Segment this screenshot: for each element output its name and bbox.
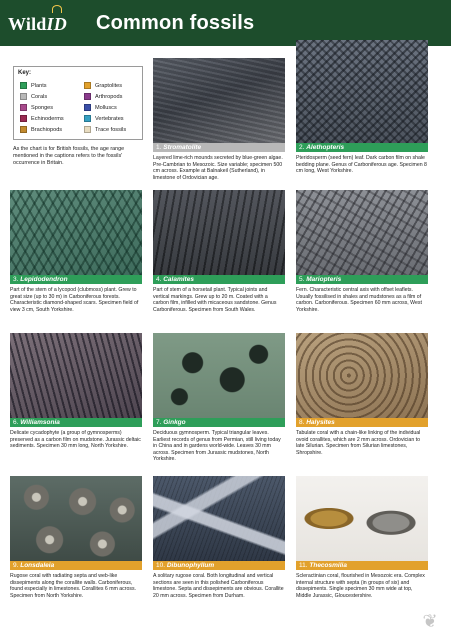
fossil-name: Mariopteris	[306, 276, 342, 283]
fossil-description: Pteridosperm (seed fern) leaf. Dark carbon film on shale bedding plane. Genus of Carboniferous age. Specimen 8 cm long, West Yorkshire.	[296, 155, 427, 175]
fossil-name: Lonsdaleia	[20, 562, 55, 569]
fossil-number: 4.	[156, 276, 162, 283]
fossil-card-calamites	[153, 190, 285, 313]
calamites-photo	[153, 190, 285, 275]
fossil-label-bar	[296, 275, 428, 284]
fossil-card-lonsdaleia	[10, 476, 142, 599]
fossil-number: 10.	[156, 562, 166, 569]
key-title: Key:	[18, 70, 32, 76]
fossil-label-bar	[296, 143, 428, 152]
key-item-label: Trace fossils	[95, 126, 127, 133]
fossil-number: 9.	[13, 562, 19, 569]
logo-text-wild: Wild	[8, 14, 47, 34]
vertebrates-swatch-icon	[84, 115, 91, 122]
williamsonia-photo	[10, 333, 142, 418]
fossil-description: Delicate cycadophyte (a group of gymnosperms) preserved as a carbon film on mudstone. Jurassic deltaic sediments. Specimen 30 mm long, North Yorkshire.	[10, 430, 141, 450]
fossil-number: 2.	[299, 144, 305, 151]
fossil-card-halysites	[296, 333, 428, 456]
fossil-description: Tabulate coral with a chain-like linking of the individual ovoid corallites, which are 2 mm across. Ordovician to late Silurian. Specimen from Silurian limestones, Shropshire.	[296, 430, 421, 456]
fossil-card-lepidodendron	[10, 190, 142, 313]
fossil-name: Thecosmilia	[309, 562, 347, 569]
ginkgo-photo	[153, 333, 285, 418]
logo-text-id: ID	[46, 14, 67, 34]
echinoderms-swatch-icon	[20, 115, 27, 122]
logo-eye-icon	[52, 5, 62, 13]
fossil-description: Layered lime-rich mounds secreted by blue-green algae. Pre-Cambrian to Mesozoic. Size variable; specimen 500 cm across. Example at Balnakeil (Sutherland), in limestone of Ordovician age.	[153, 155, 283, 181]
leaf-emblem-icon: ❦	[422, 611, 438, 631]
key-item-label: Graptolites	[95, 82, 123, 89]
fossil-name: Stromatolite	[163, 144, 202, 151]
fossil-description: Part of stem of a horsetail plant. Typical joints and vertical markings. Grew up to 20 m. Coated with a carbon film, infilled with micaceous sandstone. Genus Carboniferous. Specimen from South Wales.	[153, 287, 277, 313]
fossil-label-bar	[153, 143, 285, 152]
molluscs-swatch-icon	[84, 104, 91, 111]
fossil-name: Williamsonia	[20, 419, 60, 426]
alethopteris-photo	[296, 40, 428, 143]
fossil-card-alethopteris	[296, 40, 428, 175]
fossil-description: A solitary rugose coral. Both longitudinal and vertical sections are seen in this polished Carboniferous limestone. Septa and dissepiments are obvious. Corallite 20 mm across. Specimen from Durham.	[153, 573, 284, 599]
plants-swatch-icon	[20, 82, 27, 89]
fossil-label-bar	[153, 275, 285, 284]
fossil-name: Ginkgo	[163, 419, 186, 426]
mariopteris-photo	[296, 190, 428, 275]
lepidodendron-photo	[10, 190, 142, 275]
stromatolite-photo	[153, 58, 285, 143]
fossil-label-bar	[296, 561, 428, 570]
corals-swatch-icon	[20, 93, 27, 100]
key-note: As the chart is for British fossils, the age range mentioned in the captions refers to the fossils' occurrence in Britain.	[13, 146, 125, 166]
brachiopods-swatch-icon	[20, 126, 27, 133]
fossil-label-bar	[10, 275, 142, 284]
key-item-molluscs	[84, 104, 117, 111]
fossil-card-thecosmilia	[296, 476, 428, 599]
key-item-label: Vertebrates	[95, 115, 124, 122]
fossil-number: 8.	[299, 419, 305, 426]
key-item-corals	[20, 93, 47, 100]
key-item-label: Sponges	[31, 104, 54, 111]
fossil-label-bar	[10, 418, 142, 427]
key-item-vertebrates	[84, 115, 124, 122]
fossil-name: Calamites	[163, 276, 194, 283]
fossil-number: 11.	[299, 562, 308, 569]
fossil-description: Rugose coral with radiating septa and web-like dissepiments along the corallite walls. Carboniferous, found especially in limestones. Corallites 6 mm across. Specimen from North Yorkshire.	[10, 573, 136, 599]
fossil-description: Fern. Characteristic central axis with offset leaflets. Usually fossilised in shales and mudstones as a film of carbon. Carboniferous. Specimen 60 mm across, West Yorkshire.	[296, 287, 422, 313]
fossil-card-williamsonia	[10, 333, 142, 450]
fossil-name: Dibunophyllum	[166, 562, 215, 569]
fossil-name: Lepidodendron	[20, 276, 68, 283]
lonsdaleia-photo	[10, 476, 142, 561]
fossil-description: Scleractinian coral, flourished in Mesozoic era. Complex internal structure with septa (in groups of six) and dissepiments. Single specimen 30 mm wide at top, Middle Jurassic, Gloucestershire.	[296, 573, 425, 599]
fossil-name: Halysites	[306, 419, 335, 426]
key-item-label: Corals	[31, 93, 48, 100]
fossil-number: 3.	[13, 276, 19, 283]
key-item-brachiopods	[20, 126, 62, 133]
thecosmilia-photo	[296, 476, 428, 561]
graptolites-swatch-icon	[84, 82, 91, 89]
sponges-swatch-icon	[20, 104, 27, 111]
fossil-name: Alethopteris	[306, 144, 345, 151]
key-item-graptolites	[84, 82, 122, 89]
fossil-description: Part of the stem of a lycopod (clubmoss) plant. Grew to great size (up to 30 m) in Carboniferous forests. Characteristic diamond-shaped scars. Specimen field of view 3 cm, South Yorkshire.	[10, 287, 139, 313]
fossil-number: 6.	[13, 419, 19, 426]
wildid-logo	[8, 14, 67, 35]
fossil-number: 7.	[156, 419, 162, 426]
arthropods-swatch-icon	[84, 93, 91, 100]
key-item-label: Arthropods	[95, 93, 123, 100]
fossil-label-bar	[296, 418, 428, 427]
trace-fossils-swatch-icon	[84, 126, 91, 133]
halysites-photo	[296, 333, 428, 418]
dibunophyllum-photo	[153, 476, 285, 561]
fossil-card-dibunophyllum	[153, 476, 285, 599]
fossil-label-bar	[153, 418, 285, 427]
key-item-label: Plants	[31, 82, 47, 89]
key-item-label: Molluscs	[95, 104, 117, 111]
key-item-plants	[20, 82, 47, 89]
key-item-arthropods	[84, 93, 122, 100]
page-title: Common fossils	[96, 12, 255, 34]
fossil-number: 1.	[156, 144, 162, 151]
key-item-echinoderms	[20, 115, 64, 122]
fossil-description: Deciduous gymnosperm. Typical triangular leaves. Earliest records of genus from Permian, still living today in China and in gardens world-wide. Leaves 30 mm across. Specimen from Jurassic mudstones, North Yorkshire.	[153, 430, 281, 463]
fossil-label-bar	[153, 561, 285, 570]
fossil-card-stromatolite	[153, 58, 285, 181]
key-item-sponges	[20, 104, 53, 111]
fossil-card-mariopteris	[296, 190, 428, 313]
fossil-card-ginkgo	[153, 333, 285, 463]
fossil-label-bar	[10, 561, 142, 570]
key-item-trace-fossils	[84, 126, 126, 133]
key-item-label: Echinoderms	[31, 115, 64, 122]
fossil-number: 5.	[299, 276, 305, 283]
key-legend	[13, 66, 143, 140]
key-item-label: Brachiopods	[31, 126, 63, 133]
